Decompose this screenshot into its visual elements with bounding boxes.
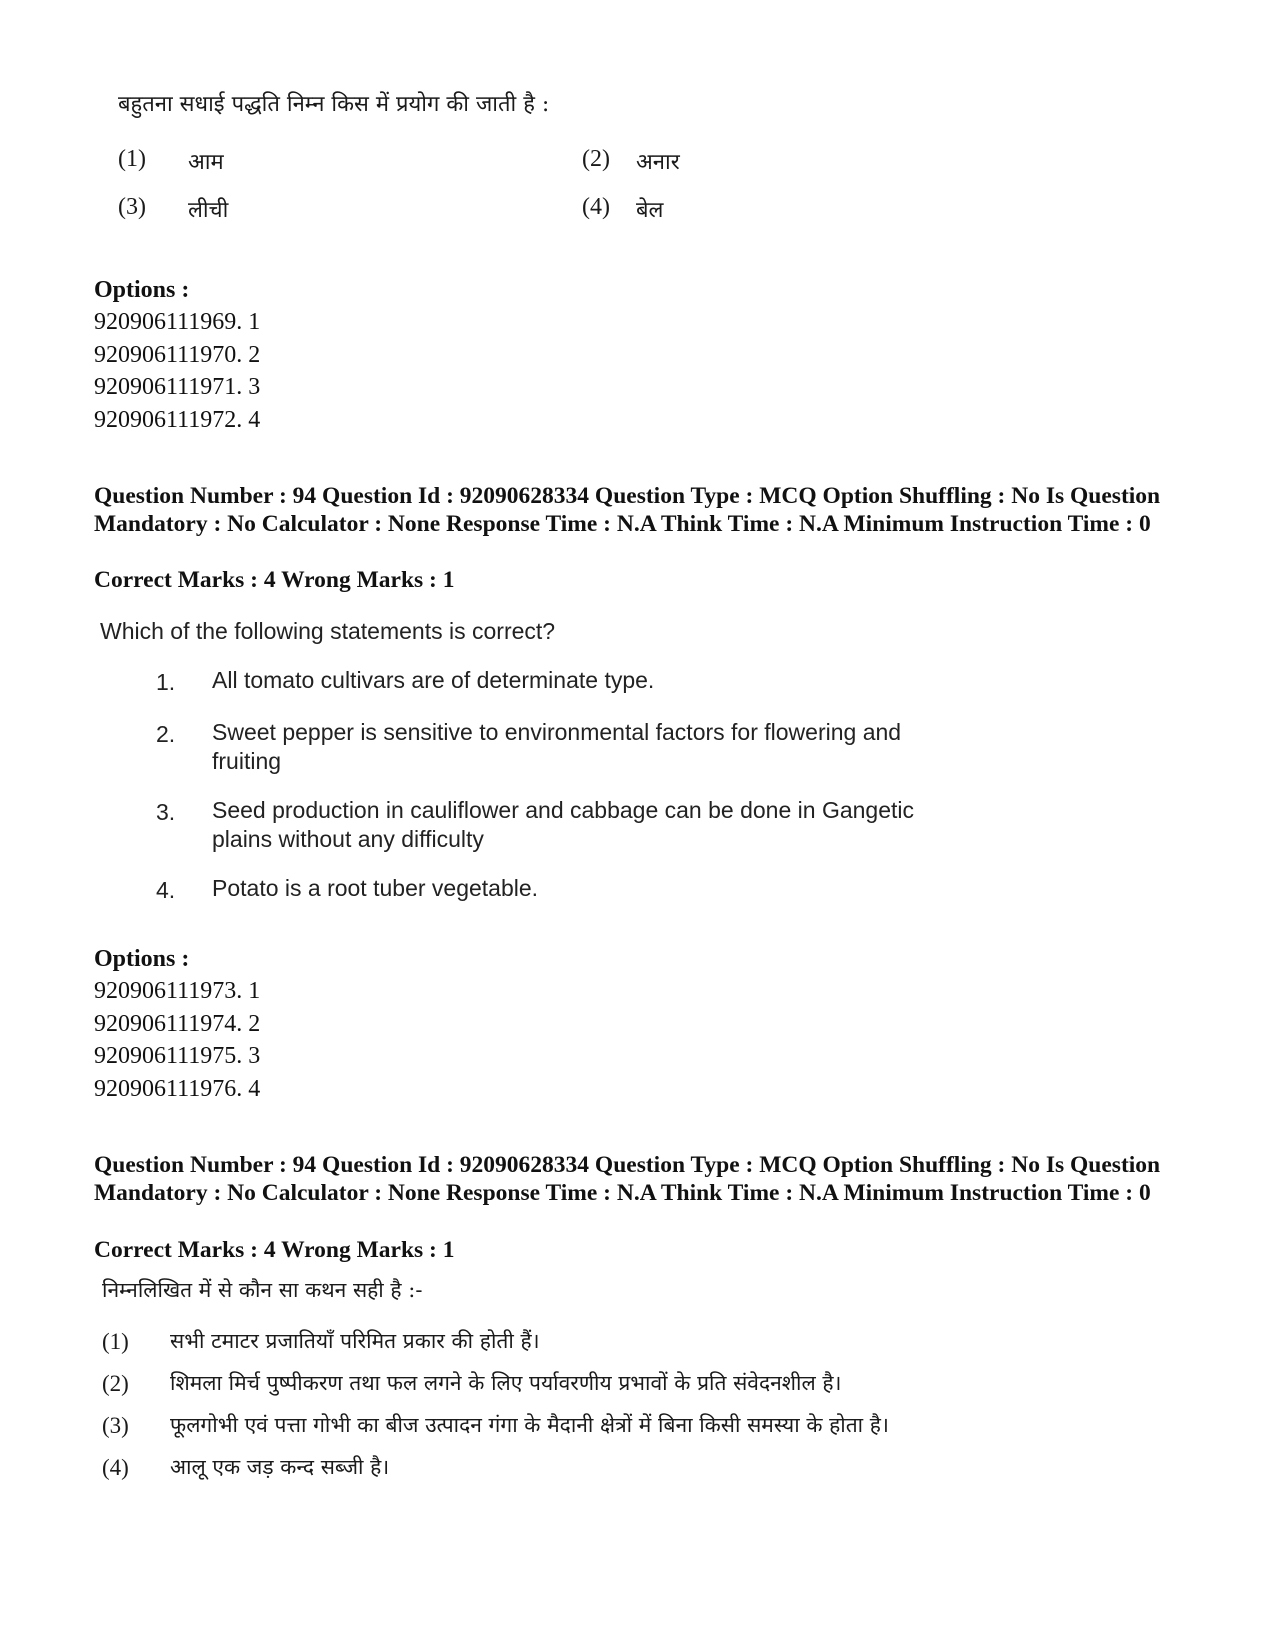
q93-choice-3-number: (3) [118, 194, 146, 220]
q94-en-option-1: 920906111973. 1 [94, 978, 261, 1004]
q94-en-option-4: 920906111976. 4 [94, 1076, 261, 1102]
q94-hi-meta: Question Number : 94 Question Id : 92090628334 Question Type : MCQ Option Shuffling : No Is Question Mandatory : No Calculator : None Response Time : N.A Think Time : N.A Minimum Instruction Time : 0 [94, 1152, 1161, 1206]
q94-hi-statement-1-number: (1) [102, 1329, 129, 1354]
q94-hi-statement-2-number: (2) [102, 1371, 129, 1396]
q94-en-option-2: 920906111974. 2 [94, 1011, 261, 1037]
q94-hi-question-text: निम्नलिखित में से कौन सा कथन सही है :- [102, 1278, 423, 1302]
q94-en-statement-4-number: 4. [156, 877, 176, 903]
q93-choice-4-number: (4) [582, 194, 610, 220]
q93-option-2: 920906111970. 2 [94, 342, 261, 368]
q94-hi-statement-2-text: शिमला मिर्च पुष्पीकरण तथा फल लगने के लिए पर्यावरणीय प्रभावों के प्रति संवेदनशील है। [170, 1371, 842, 1395]
q94-hi-statement-1-text: सभी टमाटर प्रजातियाँ परिमित प्रकार की होती हैं। [170, 1329, 540, 1353]
q94-hi-marks: Correct Marks : 4 Wrong Marks : 1 [94, 1237, 455, 1263]
q93-choice-4-text: बेल [636, 198, 664, 223]
q94-en-statement-2-text: Sweet pepper is sensitive to environmental factors for flowering and fruiting [212, 719, 902, 774]
q94-en-option-3: 920906111975. 3 [94, 1043, 261, 1069]
q94-en-statement-3-number: 3. [156, 799, 176, 825]
q93-choice-2-text: अनार [636, 150, 680, 175]
q93-option-3: 920906111971. 3 [94, 374, 261, 400]
q93-choice-2-number: (2) [582, 146, 610, 172]
q93-option-4: 920906111972. 4 [94, 407, 261, 433]
q94-en-question-text: Which of the following statements is correct? [100, 618, 556, 644]
q94-en-marks: Correct Marks : 4 Wrong Marks : 1 [94, 567, 455, 593]
q93-question-text: बहुतना सधाई पद्धति निम्न किस में प्रयोग की जाती है : [118, 92, 550, 117]
q94-hi-statement-4-text: आलू एक जड़ कन्द सब्जी है। [170, 1455, 390, 1479]
q93-choice-1-number: (1) [118, 146, 146, 172]
q94-hi-statement-3-text: फूलगोभी एवं पत्ता गोभी का बीज उत्पादन गंगा के मैदानी क्षेत्रों में बिना किसी समस्या के होता है। [170, 1413, 889, 1437]
q94-en-options-heading: Options : [94, 946, 190, 972]
q94-en-statement-3-text: Seed production in cauliflower and cabbage can be done in Gangetic plains without any difficulty [212, 797, 914, 852]
q94-en-meta: Question Number : 94 Question Id : 92090628334 Question Type : MCQ Option Shuffling : No Is Question Mandatory : No Calculator : None Response Time : N.A Think Time : N.A Minimum Instruction Time : 0 [94, 483, 1161, 537]
q93-option-1: 920906111969. 1 [94, 309, 261, 335]
q94-en-statement-1-text: All tomato cultivars are of determinate type. [212, 667, 655, 693]
q94-hi-statement-4-number: (4) [102, 1455, 129, 1480]
q94-en-statement-4-text: Potato is a root tuber vegetable. [212, 875, 539, 901]
q93-choice-3-text: लीची [188, 198, 229, 223]
q94-hi-statement-3-number: (3) [102, 1413, 129, 1438]
q93-choice-1-text: आम [188, 150, 224, 175]
q93-options-heading: Options : [94, 277, 190, 303]
q94-en-statement-2-number: 2. [156, 721, 176, 747]
q94-en-statement-1-number: 1. [156, 669, 176, 695]
